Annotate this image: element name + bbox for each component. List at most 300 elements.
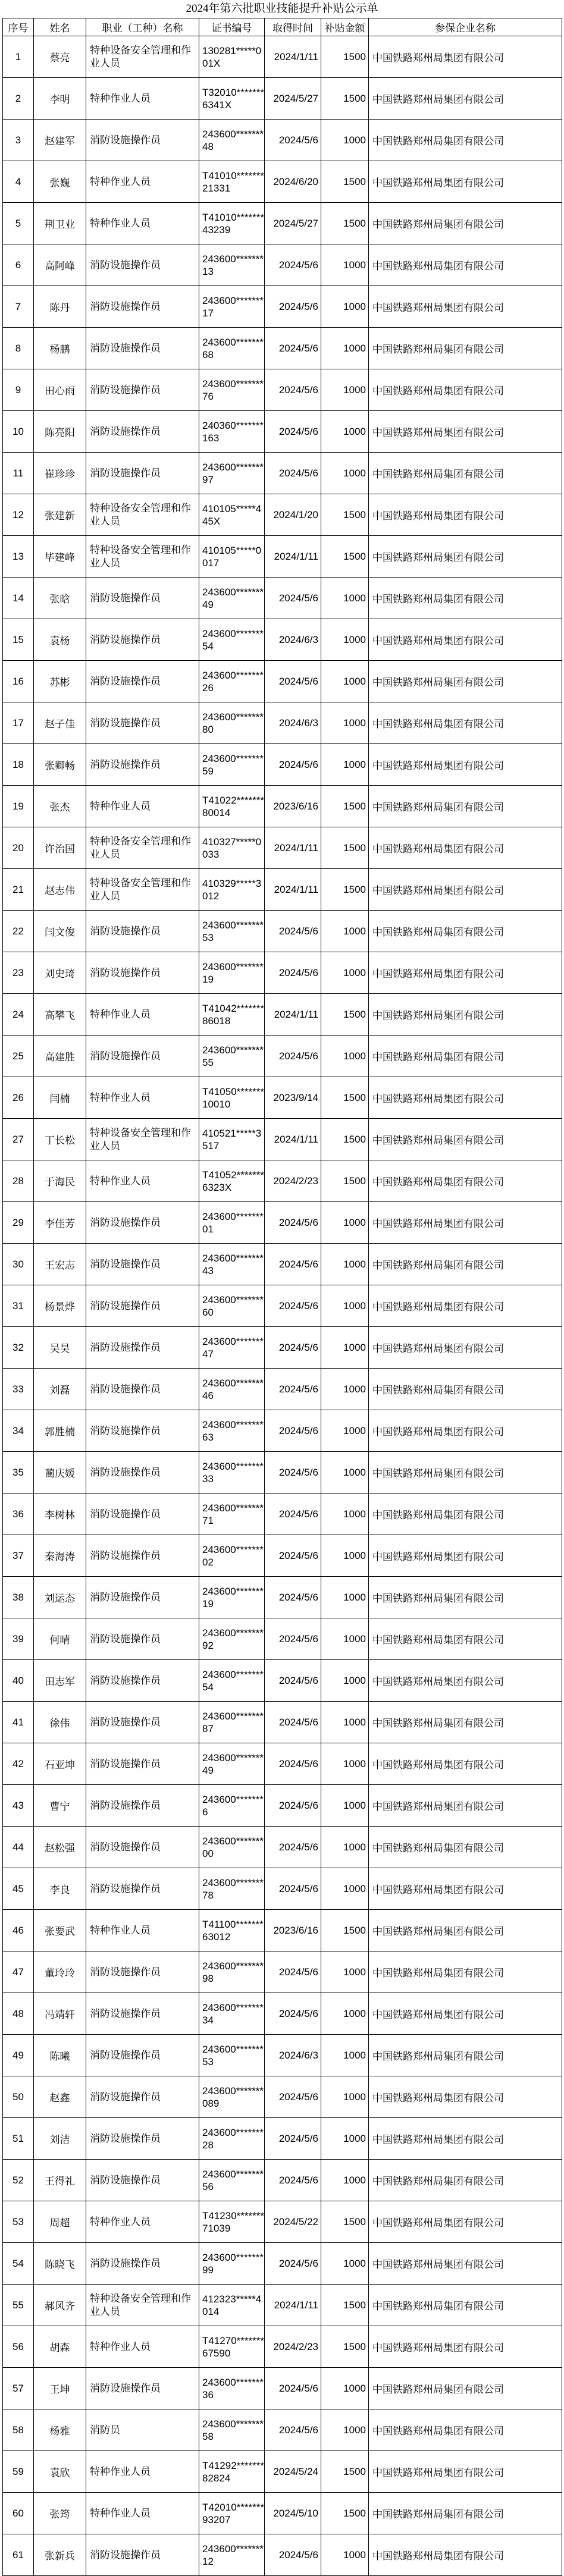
acquired-date: 2024/1/11 (265, 2285, 321, 2326)
table-row (3, 1993, 562, 2035)
person-name: 刘运态 (34, 1577, 86, 1618)
table-row (3, 1077, 562, 1119)
subsidy-amount: 1000 (321, 1827, 369, 1868)
subsidy-amount: 1000 (321, 1452, 369, 1493)
company-name: 中国铁路郑州局集团有限公司 (369, 1160, 562, 1202)
certificate-number: 130281*****001X (199, 36, 265, 78)
job-title: 消防设施操作员 (86, 1660, 199, 1702)
person-name: 李明 (34, 78, 86, 120)
acquired-date: 2024/5/6 (265, 911, 321, 952)
company-name: 中国铁路郑州局集团有限公司 (369, 2368, 562, 2409)
certificate-number: 243600*******33 (199, 1452, 265, 1493)
acquired-date: 2024/5/6 (265, 328, 321, 369)
person-name: 郭胜楠 (34, 1410, 86, 1452)
person-name: 王得礼 (34, 2160, 86, 2201)
company-name: 中国铁路郑州局集团有限公司 (369, 661, 562, 702)
table-row (3, 1868, 562, 1910)
acquired-date: 2024/5/6 (265, 661, 321, 702)
row-number: 5 (3, 203, 34, 244)
certificate-number: 243600*******68 (199, 328, 265, 369)
acquired-date: 2024/1/11 (265, 827, 321, 869)
subsidy-amount: 1000 (321, 411, 369, 453)
table-row (3, 1202, 562, 1244)
company-name: 中国铁路郑州局集团有限公司 (369, 744, 562, 786)
job-title: 消防设施操作员 (86, 744, 199, 786)
job-title: 消防设施操作员 (86, 1743, 199, 1785)
row-number: 14 (3, 578, 34, 619)
acquired-date: 2024/5/6 (265, 1827, 321, 1868)
person-name: 高攀飞 (34, 994, 86, 1036)
subsidy-amount: 1500 (321, 1077, 369, 1119)
job-title: 消防设施操作员 (86, 1868, 199, 1910)
certificate-number: 243600*******43 (199, 1244, 265, 1285)
certificate-number: 243600*******58 (199, 2409, 265, 2451)
job-title: 消防设施操作员 (86, 1327, 199, 1369)
company-name: 中国铁路郑州局集团有限公司 (369, 328, 562, 369)
certificate-number: T42010*******93207 (199, 2493, 265, 2534)
company-name: 中国铁路郑州局集团有限公司 (369, 1244, 562, 1285)
job-title: 特种设备安全管理和作业人员 (86, 36, 199, 78)
table-row (3, 203, 562, 244)
table-row (3, 536, 562, 578)
row-number: 40 (3, 1660, 34, 1702)
acquired-date: 2024/5/6 (265, 2243, 321, 2285)
row-number: 53 (3, 2201, 34, 2243)
job-title: 特种设备安全管理和作业人员 (86, 827, 199, 869)
person-name: 王宏志 (34, 1244, 86, 1285)
certificate-number: T41010*******43239 (199, 203, 265, 244)
acquired-date: 2024/5/6 (265, 369, 321, 411)
subsidy-amount: 1000 (321, 453, 369, 494)
person-name: 赵鑫 (34, 2076, 86, 2118)
acquired-date: 2023/6/16 (265, 1910, 321, 1951)
person-name: 张建新 (34, 494, 86, 536)
acquired-date: 2024/5/6 (265, 744, 321, 786)
table-row (3, 286, 562, 328)
subsidy-amount: 1000 (321, 1327, 369, 1369)
table-row (3, 2368, 562, 2409)
person-name: 赵建军 (34, 120, 86, 161)
certificate-number: 243600*******34 (199, 1993, 265, 2035)
row-number: 17 (3, 702, 34, 744)
job-title: 特种作业人员 (86, 786, 199, 827)
acquired-date: 2024/5/6 (265, 120, 321, 161)
table-row (3, 2243, 562, 2285)
table-row (3, 1660, 562, 1702)
certificate-number: 243600*******19 (199, 952, 265, 994)
page-title: 2024年第六批职业技能提升补贴公示单 (186, 2, 378, 15)
person-name: 闫楠 (34, 1077, 86, 1119)
acquired-date: 2024/1/11 (265, 994, 321, 1036)
subsidy-amount: 1000 (321, 1244, 369, 1285)
subsidy-table (2, 18, 562, 2576)
subsidy-amount: 1000 (321, 1369, 369, 1410)
row-number: 3 (3, 120, 34, 161)
person-name: 何晴 (34, 1618, 86, 1660)
table-row (3, 36, 562, 78)
job-title: 消防设施操作员 (86, 411, 199, 453)
subsidy-amount: 1000 (321, 2118, 369, 2160)
person-name: 董玲玲 (34, 1951, 86, 1993)
row-number: 49 (3, 2035, 34, 2076)
certificate-number: 240360*******163 (199, 411, 265, 453)
company-name: 中国铁路郑州局集团有限公司 (369, 2451, 562, 2493)
certificate-number: 243600*******48 (199, 120, 265, 161)
job-title: 消防设施操作员 (86, 911, 199, 952)
person-name: 袁杨 (34, 619, 86, 661)
job-title: 消防设施操作员 (86, 702, 199, 744)
row-number: 55 (3, 2285, 34, 2326)
table-row (3, 1910, 562, 1951)
row-number: 7 (3, 286, 34, 328)
certificate-number: 410327*****0033 (199, 827, 265, 869)
job-title: 特种作业人员 (86, 2201, 199, 2243)
subsidy-amount: 1000 (321, 661, 369, 702)
company-name: 中国铁路郑州局集团有限公司 (369, 2285, 562, 2326)
job-title: 消防设施操作员 (86, 286, 199, 328)
person-name: 闫文俊 (34, 911, 86, 952)
job-title: 消防设施操作员 (86, 578, 199, 619)
company-name: 中国铁路郑州局集团有限公司 (369, 619, 562, 661)
certificate-number: 412323*****4014 (199, 2285, 265, 2326)
row-number: 38 (3, 1577, 34, 1618)
subsidy-amount: 1500 (321, 827, 369, 869)
company-name: 中国铁路郑州局集团有限公司 (369, 1951, 562, 1993)
row-number: 58 (3, 2409, 34, 2451)
certificate-number: 243600*******59 (199, 744, 265, 786)
person-name: 张巍 (34, 161, 86, 203)
acquired-date: 2024/5/6 (265, 1244, 321, 1285)
header-job: 职业（工种）名称 (86, 18, 199, 36)
job-title: 消防设施操作员 (86, 952, 199, 994)
acquired-date: 2024/5/6 (265, 1660, 321, 1702)
table-row (3, 2035, 562, 2076)
company-name: 中国铁路郑州局集团有限公司 (369, 2326, 562, 2368)
certificate-number: 243600*******54 (199, 619, 265, 661)
subsidy-amount: 1000 (321, 911, 369, 952)
subsidy-amount: 1500 (321, 2451, 369, 2493)
job-title: 消防设施操作员 (86, 369, 199, 411)
company-name: 中国铁路郑州局集团有限公司 (369, 1577, 562, 1618)
subsidy-amount: 1500 (321, 161, 369, 203)
person-name: 秦海涛 (34, 1535, 86, 1577)
subsidy-amount: 1000 (321, 1535, 369, 1577)
job-title: 消防员 (86, 2409, 199, 2451)
row-number: 15 (3, 619, 34, 661)
job-title: 消防设施操作员 (86, 2118, 199, 2160)
person-name: 蔺庆媛 (34, 1452, 86, 1493)
subsidy-amount: 1500 (321, 1160, 369, 1202)
job-title: 消防设施操作员 (86, 328, 199, 369)
table-row (3, 2534, 562, 2576)
row-number: 10 (3, 411, 34, 453)
table-row (3, 1618, 562, 1660)
subsidy-amount: 1000 (321, 1951, 369, 1993)
job-title: 特种设备安全管理和作业人员 (86, 494, 199, 536)
subsidy-amount: 1000 (321, 1202, 369, 1244)
acquired-date: 2024/6/3 (265, 702, 321, 744)
row-number: 44 (3, 1827, 34, 1868)
company-name: 中国铁路郑州局集团有限公司 (369, 786, 562, 827)
subsidy-amount: 1000 (321, 1868, 369, 1910)
company-name: 中国铁路郑州局集团有限公司 (369, 120, 562, 161)
certificate-number: 243600*******80 (199, 702, 265, 744)
company-name: 中国铁路郑州局集团有限公司 (369, 2201, 562, 2243)
company-name: 中国铁路郑州局集团有限公司 (369, 1535, 562, 1577)
person-name: 冯靖轩 (34, 1993, 86, 2035)
subsidy-amount: 1500 (321, 536, 369, 578)
table-row (3, 1410, 562, 1452)
acquired-date: 2024/5/6 (265, 1868, 321, 1910)
certificate-number: 243600*******00 (199, 1827, 265, 1868)
table-row (3, 1285, 562, 1327)
table-row (3, 120, 562, 161)
acquired-date: 2024/5/6 (265, 2118, 321, 2160)
acquired-date: 2024/5/6 (265, 2160, 321, 2201)
person-name: 杨雅 (34, 2409, 86, 2451)
company-name: 中国铁路郑州局集团有限公司 (369, 1993, 562, 2035)
certificate-number: 243600*******56 (199, 2160, 265, 2201)
company-name: 中国铁路郑州局集团有限公司 (369, 244, 562, 286)
person-name: 蔡亮 (34, 36, 86, 78)
table-row (3, 1702, 562, 1743)
company-name: 中国铁路郑州局集团有限公司 (369, 952, 562, 994)
certificate-number: 243600*******55 (199, 1036, 265, 1077)
certificate-number: 243600*******99 (199, 2243, 265, 2285)
person-name: 崔珍珍 (34, 453, 86, 494)
row-number: 25 (3, 1036, 34, 1077)
job-title: 消防设施操作员 (86, 1993, 199, 2035)
acquired-date: 2024/5/22 (265, 2201, 321, 2243)
acquired-date: 2024/5/6 (265, 244, 321, 286)
job-title: 特种作业人员 (86, 1910, 199, 1951)
acquired-date: 2024/2/23 (265, 1160, 321, 1202)
row-number: 56 (3, 2326, 34, 2368)
acquired-date: 2024/1/11 (265, 536, 321, 578)
company-name: 中国铁路郑州局集团有限公司 (369, 161, 562, 203)
subsidy-amount: 1000 (321, 619, 369, 661)
header-cert: 证书编号 (199, 18, 265, 36)
company-name: 中国铁路郑州局集团有限公司 (369, 369, 562, 411)
subsidy-amount: 1000 (321, 744, 369, 786)
job-title: 特种作业人员 (86, 994, 199, 1036)
certificate-number: 243600*******63 (199, 1410, 265, 1452)
certificate-number: 410105*****445X (199, 494, 265, 536)
row-number: 20 (3, 827, 34, 869)
row-number: 46 (3, 1910, 34, 1951)
company-name: 中国铁路郑州局集团有限公司 (369, 1868, 562, 1910)
job-title: 消防设施操作员 (86, 2076, 199, 2118)
job-title: 消防设施操作员 (86, 244, 199, 286)
subsidy-amount: 1000 (321, 1702, 369, 1743)
row-number: 32 (3, 1327, 34, 1369)
certificate-number: 243600*******46 (199, 1369, 265, 1410)
person-name: 吴昊 (34, 1327, 86, 1369)
acquired-date: 2024/1/11 (265, 1119, 321, 1160)
job-title: 特种作业人员 (86, 2326, 199, 2368)
table-row (3, 2160, 562, 2201)
acquired-date: 2024/5/6 (265, 453, 321, 494)
row-number: 54 (3, 2243, 34, 2285)
certificate-number: 243600*******47 (199, 1327, 265, 1369)
job-title: 特种作业人员 (86, 161, 199, 203)
person-name: 胡森 (34, 2326, 86, 2368)
company-name: 中国铁路郑州局集团有限公司 (369, 411, 562, 453)
table-row (3, 1160, 562, 1202)
subsidy-amount: 1500 (321, 1910, 369, 1951)
company-name: 中国铁路郑州局集团有限公司 (369, 2534, 562, 2576)
company-name: 中国铁路郑州局集团有限公司 (369, 702, 562, 744)
table-row (3, 952, 562, 994)
job-title: 消防设施操作员 (86, 2160, 199, 2201)
acquired-date: 2024/5/6 (265, 1702, 321, 1743)
company-name: 中国铁路郑州局集团有限公司 (369, 1202, 562, 1244)
row-number: 26 (3, 1077, 34, 1119)
person-name: 苏彬 (34, 661, 86, 702)
certificate-number: 243600*******089 (199, 2076, 265, 2118)
person-name: 陈亮阳 (34, 411, 86, 453)
row-number: 30 (3, 1244, 34, 1285)
row-number: 60 (3, 2493, 34, 2534)
row-number: 22 (3, 911, 34, 952)
acquired-date: 2023/6/16 (265, 786, 321, 827)
acquired-date: 2024/5/6 (265, 1577, 321, 1618)
subsidy-amount: 1000 (321, 2243, 369, 2285)
row-number: 11 (3, 453, 34, 494)
subsidy-amount: 1000 (321, 2160, 369, 2201)
subsidy-amount: 1000 (321, 702, 369, 744)
table-row (3, 1493, 562, 1535)
subsidy-amount: 1000 (321, 1577, 369, 1618)
header-date: 取得时间 (265, 18, 321, 36)
table-row (3, 1036, 562, 1077)
table-body (3, 36, 562, 2576)
table-row (3, 2326, 562, 2368)
table-row (3, 869, 562, 911)
certificate-number: 243600*******97 (199, 453, 265, 494)
person-name: 张卿畅 (34, 744, 86, 786)
subsidy-amount: 1000 (321, 1285, 369, 1327)
subsidy-amount: 1000 (321, 2035, 369, 2076)
acquired-date: 2024/6/3 (265, 619, 321, 661)
person-name: 王坤 (34, 2368, 86, 2409)
company-name: 中国铁路郑州局集团有限公司 (369, 1785, 562, 1827)
company-name: 中国铁路郑州局集团有限公司 (369, 1410, 562, 1452)
subsidy-amount: 1000 (321, 2368, 369, 2409)
company-name: 中国铁路郑州局集团有限公司 (369, 1702, 562, 1743)
acquired-date: 2024/5/6 (265, 1493, 321, 1535)
row-number: 35 (3, 1452, 34, 1493)
certificate-number: T41010*******21331 (199, 161, 265, 203)
certificate-number: 243600*******49 (199, 1743, 265, 1785)
subsidy-amount: 1000 (321, 286, 369, 328)
certificate-number: 243600*******6 (199, 1785, 265, 1827)
subsidy-amount: 1000 (321, 1618, 369, 1660)
certificate-number: T32010*******6341X (199, 78, 265, 120)
acquired-date: 2024/1/20 (265, 494, 321, 536)
table-row (3, 78, 562, 120)
job-title: 特种设备安全管理和作业人员 (86, 1119, 199, 1160)
certificate-number: 410329*****3012 (199, 869, 265, 911)
table-row (3, 1785, 562, 1827)
certificate-number: T41270*******67590 (199, 2326, 265, 2368)
subsidy-amount: 1000 (321, 1993, 369, 2035)
person-name: 陈丹 (34, 286, 86, 328)
job-title: 特种设备安全管理和作业人员 (86, 869, 199, 911)
acquired-date: 2024/5/6 (265, 2534, 321, 2576)
subsidy-amount: 1500 (321, 1119, 369, 1160)
subsidy-amount: 1500 (321, 786, 369, 827)
company-name: 中国铁路郑州局集团有限公司 (369, 1618, 562, 1660)
company-name: 中国铁路郑州局集团有限公司 (369, 1493, 562, 1535)
table-row (3, 702, 562, 744)
certificate-number: 243600*******92 (199, 1618, 265, 1660)
job-title: 消防设施操作员 (86, 1535, 199, 1577)
person-name: 曹宁 (34, 1785, 86, 1827)
person-name: 陈曦 (34, 2035, 86, 2076)
certificate-number: 243600*******53 (199, 911, 265, 952)
certificate-number: T41230*******71039 (199, 2201, 265, 2243)
person-name: 赵松强 (34, 1827, 86, 1868)
acquired-date: 2024/5/6 (265, 2409, 321, 2451)
table-row (3, 744, 562, 786)
company-name: 中国铁路郑州局集团有限公司 (369, 1285, 562, 1327)
acquired-date: 2024/5/6 (265, 1327, 321, 1369)
job-title: 消防设施操作员 (86, 1202, 199, 1244)
certificate-number: 243600*******28 (199, 2118, 265, 2160)
company-name: 中国铁路郑州局集团有限公司 (369, 2118, 562, 2160)
row-number: 57 (3, 2368, 34, 2409)
job-title: 特种作业人员 (86, 78, 199, 120)
table-row (3, 328, 562, 369)
table-row (3, 161, 562, 203)
company-name: 中国铁路郑州局集团有限公司 (369, 1827, 562, 1868)
row-number: 36 (3, 1493, 34, 1535)
subsidy-amount: 1000 (321, 1493, 369, 1535)
person-name: 荆卫业 (34, 203, 86, 244)
certificate-number: 243600*******76 (199, 369, 265, 411)
person-name: 许治国 (34, 827, 86, 869)
job-title: 消防设施操作员 (86, 120, 199, 161)
acquired-date: 2024/5/6 (265, 1369, 321, 1410)
subsidy-amount: 1000 (321, 120, 369, 161)
person-name: 石亚坤 (34, 1743, 86, 1785)
subsidy-amount: 1500 (321, 78, 369, 120)
certificate-number: 243600*******19 (199, 1577, 265, 1618)
acquired-date: 2024/5/24 (265, 2451, 321, 2493)
row-number: 51 (3, 2118, 34, 2160)
person-name: 毕建峰 (34, 536, 86, 578)
acquired-date: 2024/5/6 (265, 1743, 321, 1785)
company-name: 中国铁路郑州局集团有限公司 (369, 1660, 562, 1702)
row-number: 12 (3, 494, 34, 536)
row-number: 18 (3, 744, 34, 786)
company-name: 中国铁路郑州局集团有限公司 (369, 1452, 562, 1493)
job-title: 特种作业人员 (86, 2451, 199, 2493)
row-number: 6 (3, 244, 34, 286)
certificate-number: T41042*******86018 (199, 994, 265, 1036)
job-title: 消防设施操作员 (86, 1702, 199, 1743)
certificate-number: 243600*******49 (199, 578, 265, 619)
certificate-number: 243600*******53 (199, 2035, 265, 2076)
company-name: 中国铁路郑州局集团有限公司 (369, 536, 562, 578)
company-name: 中国铁路郑州局集团有限公司 (369, 1119, 562, 1160)
acquired-date: 2024/5/10 (265, 2493, 321, 2534)
table-row (3, 1327, 562, 1369)
acquired-date: 2024/1/11 (265, 36, 321, 78)
row-number: 13 (3, 536, 34, 578)
acquired-date: 2024/5/6 (265, 1618, 321, 1660)
